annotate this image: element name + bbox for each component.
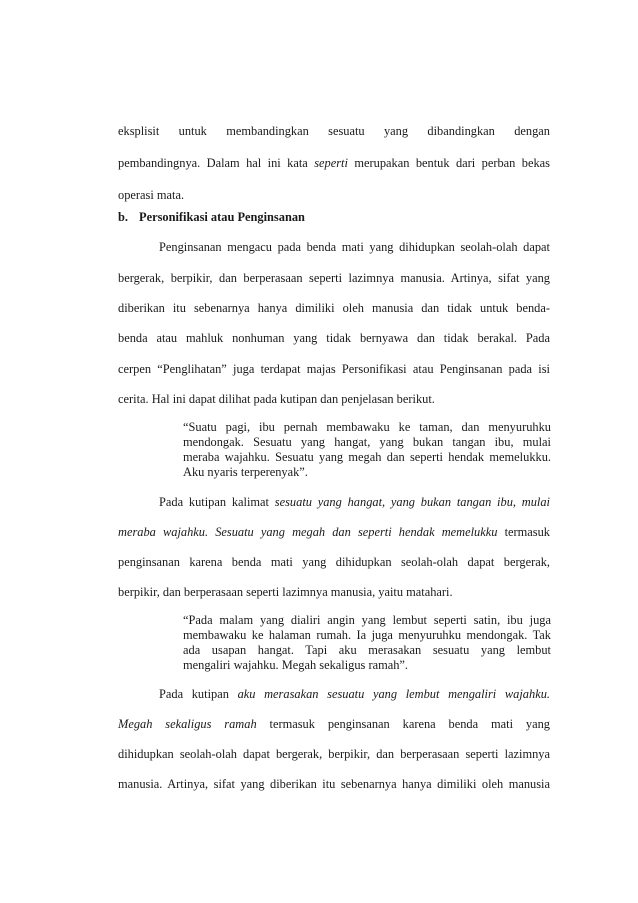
quote-1-line-3: meraba wajahku. Sesuatu yang megah dan seperti hendak memelukku.: [183, 450, 551, 464]
quote-2-line-4: mengaliri wajahku. Megah sekaligus ramah”.: [183, 658, 409, 672]
paragraph-3-line-3: penginsanan karena benda mati yang dihidupkan seolah-olah dapat bergerak,: [118, 555, 550, 569]
quote-1-line-4: Aku nyaris terperenyak”.: [183, 465, 308, 479]
paragraph-3-line-1: [159, 494, 550, 510]
italic-quote-excerpt: sesuatu yang hangat, yang bukan tangan ibu, mulai: [274, 495, 550, 509]
text-run: merupakan bentuk dari perban bekas: [347, 156, 550, 170]
section-title: Personifikasi atau Penginsanan: [139, 210, 305, 224]
section-number: b.: [118, 210, 128, 224]
paragraph-4-line-3: dihidupkan seolah-olah dapat bergerak, berpikir, dan berperasaan seperti lazimnya: [118, 747, 550, 761]
paragraph-2-line-4: benda atau mahluk nonhuman yang tidak bernyawa dan tidak berakal. Pada: [118, 331, 550, 345]
paragraph-1-line-3: operasi mata.: [118, 188, 185, 202]
text-run: termasuk: [497, 525, 550, 539]
text-run: Pada kutipan: [159, 687, 238, 701]
quote-1-line-1: “Suatu pagi, ibu pernah membawaku ke taman, dan menyuruhku: [183, 420, 551, 434]
quote-2-line-2: membawaku ke halaman rumah. Ia juga menyuruhku mendongak. Tak: [183, 628, 551, 642]
italic-term: seperti: [314, 156, 348, 170]
paragraph-4-line-2: [118, 716, 550, 732]
paragraph-2-line-5: cerpen “Penglihatan” juga terdapat majas Personifikasi atau Penginsanan pada isi: [118, 362, 550, 376]
section-heading: [118, 209, 550, 225]
italic-quote-excerpt: aku merasakan sesuatu yang lembut mengaliri wajahku.: [237, 687, 550, 701]
text-run: pembandingnya. Dalam hal ini kata: [118, 156, 315, 170]
paragraph-3-line-4: berpikir, dan berperasaan seperti lazimnya manusia, yaitu matahari.: [118, 585, 453, 599]
paragraph-2-line-2: bergerak, berpikir, dan berperasaan seperti lazimnya manusia. Artinya, sifat yang: [118, 271, 550, 285]
quote-1-line-2: mendongak. Sesuatu yang hangat, yang bukan tangan ibu, mulai: [183, 435, 551, 449]
italic-quote-excerpt: meraba wajahku. Sesuatu yang megah dan seperti hendak memelukku: [118, 525, 498, 539]
paragraph-2-line-3: diberikan itu sebenarnya hanya dimiliki oleh manusia dan tidak untuk benda-: [118, 301, 550, 315]
paragraph-4-line-1: [159, 686, 550, 702]
paragraph-2-line-1: Penginsanan mengacu pada benda mati yang dihidupkan seolah-olah dapat: [159, 240, 550, 254]
paragraph-1-line-1: eksplisit untuk membandingkan sesuatu yang dibandingkan dengan: [118, 124, 550, 138]
text-run: Pada kutipan kalimat: [159, 495, 275, 509]
text-run: termasuk penginsanan karena benda mati yang: [256, 717, 550, 731]
quote-2-line-3: ada usapan hangat. Tapi aku merasakan sesuatu yang lembut: [183, 643, 551, 657]
italic-quote-excerpt: Megah sekaligus ramah: [118, 717, 257, 731]
quote-2-line-1: “Pada malam yang dialiri angin yang lembut seperti satin, ibu juga: [183, 613, 551, 627]
paragraph-1-line-2: [118, 155, 550, 171]
paragraph-3-line-2: [118, 524, 550, 540]
paragraph-4-line-4: manusia. Artinya, sifat yang diberikan itu sebenarnya hanya dimiliki oleh manusia: [118, 777, 550, 791]
paragraph-2-line-6: cerita. Hal ini dapat dilihat pada kutipan dan penjelasan berikut.: [118, 392, 435, 406]
